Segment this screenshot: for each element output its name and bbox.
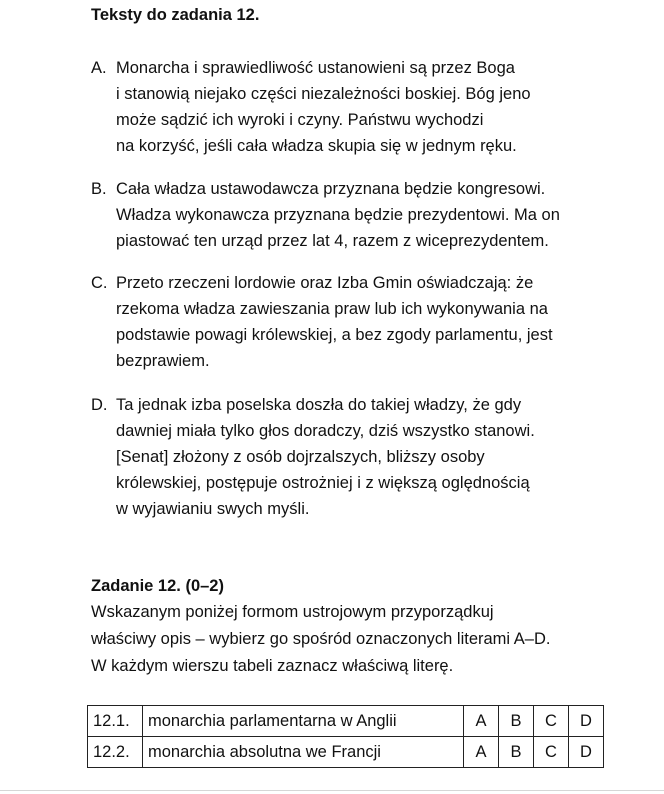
row-number: 12.1. [88,706,143,737]
text-line [91,270,631,296]
text-line [91,392,631,418]
text-d [91,392,631,522]
text-line-content: Cała władza ustawodawcza przyznana będzie kongresowi. [116,180,546,198]
instruction-line: W każdym wierszu tabeli zaznacz właściwą literę. [91,657,454,675]
row-number: 12.2. [88,737,143,768]
text-line: rzekoma władza zawieszania praw lub ich wykonywania na [116,300,548,318]
text-line: w wyjawianiu swych myśli. [116,500,310,518]
option-d-cell[interactable]: D [569,737,604,768]
text-line: podstawie powagi królewskiej, a bez zgody parlamentu, jest [116,326,553,344]
text-b [91,176,631,254]
option-a-cell[interactable]: A [464,706,499,737]
task-title: Zadanie 12. (0–2) [91,577,224,595]
table-row [88,706,604,737]
text-letter: D. [91,396,108,414]
text-line [91,55,631,81]
table-row [88,737,604,768]
text-line: może sądzić ich wyroki i czyny. Państwu wychodzi [116,111,484,129]
page-bottom-divider [0,790,664,791]
texts-heading: Teksty do zadania 12. [91,6,260,24]
row-description: monarchia parlamentarna w Anglii [143,706,464,737]
option-c-cell[interactable]: C [534,706,569,737]
task-instructions [91,599,611,680]
option-d-cell[interactable]: D [569,706,604,737]
text-a [91,55,631,159]
text-line-content: Ta jednak izba poselska doszła do takiej władzy, że gdy [116,396,522,414]
option-b-cell[interactable]: B [499,737,534,768]
row-description: monarchia absolutna we Francji [143,737,464,768]
text-line: dawniej miała tylko głos doradczy, dziś wszystko stanowi. [116,422,535,440]
text-line-content: Monarcha i sprawiedliwość ustanowieni są przez Boga [116,59,515,77]
text-letter: B. [91,180,107,198]
instruction-line: Wskazanym poniżej formom ustrojowym przyporządkuj [91,603,494,621]
text-letter: A. [91,59,107,77]
option-a-cell[interactable]: A [464,737,499,768]
text-line: królewskiej, postępuje ostrożniej i z większą oględnością [116,474,530,492]
text-line: bezprawiem. [116,352,210,370]
instruction-line: właściwy opis – wybierz go spośród oznaczonych literami A–D. [91,630,551,648]
text-line: [Senat] złożony z osób dojrzalszych, bliższy osoby [116,448,485,466]
text-letter: C. [91,274,108,292]
text-line-content: Przeto rzeczeni lordowie oraz Izba Gmin oświadczają: że [116,274,534,292]
text-line: i stanowią niejako części niezależności boskiej. Bóg jeno [116,85,531,103]
text-line: Władza wykonawcza przyznana będzie prezydentowi. Ma on [116,206,560,224]
option-c-cell[interactable]: C [534,737,569,768]
text-line: piastować ten urząd przez lat 4, razem z wiceprezydentem. [116,232,549,250]
text-line [91,176,631,202]
option-b-cell[interactable]: B [499,706,534,737]
text-c [91,270,631,374]
text-line: na korzyść, jeśli cała władza skupia się w jednym ręku. [116,137,517,155]
answer-table [87,705,604,768]
